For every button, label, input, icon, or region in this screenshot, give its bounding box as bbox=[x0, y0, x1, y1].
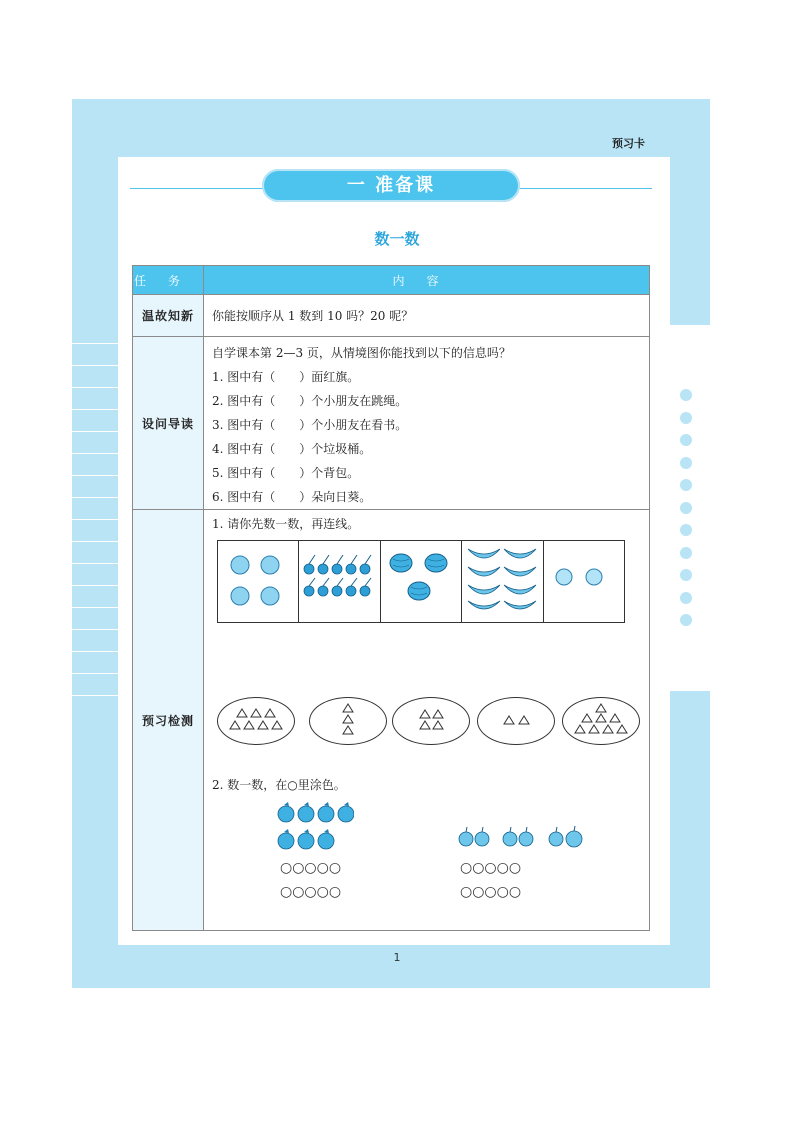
card-label: 预习卡 bbox=[612, 137, 645, 150]
answer-circles[interactable]: ○○○○○ bbox=[280, 860, 342, 876]
watermelon-icon bbox=[381, 541, 461, 619]
title-rule-right bbox=[520, 188, 652, 189]
page-number: 1 bbox=[393, 951, 401, 964]
triangle-icon bbox=[478, 698, 554, 744]
answer-circles[interactable]: ○○○○○ bbox=[460, 860, 522, 876]
answer-circles[interactable]: ○○○○○ bbox=[280, 884, 342, 900]
cherry-box bbox=[299, 541, 380, 622]
chapter-banner: 一 准备课 bbox=[262, 169, 520, 202]
title-rule-left bbox=[130, 188, 264, 189]
triangle-icon bbox=[310, 698, 386, 744]
q1-text: 1. 请你先数一数，再连线。 bbox=[212, 517, 360, 531]
guide-question: 3. 图中有（ ）个小朋友在看书。 bbox=[212, 418, 408, 432]
guide-question: 4. 图中有（ ）个垃圾桶。 bbox=[212, 442, 372, 456]
guide-cell bbox=[204, 337, 650, 510]
oval-3-triangles bbox=[309, 697, 387, 745]
lesson-title: 数一数 bbox=[374, 230, 420, 248]
q2-text: 2. 数一数，在○里涂色。 bbox=[212, 778, 346, 792]
task-check: 预习检测 bbox=[133, 510, 204, 931]
preview-table bbox=[132, 265, 650, 931]
binder-holes bbox=[680, 389, 692, 637]
header-task: 任务 bbox=[133, 266, 204, 295]
header-content: 内容 bbox=[204, 266, 650, 295]
apple-box bbox=[544, 541, 624, 622]
oval-8-triangles bbox=[562, 697, 640, 745]
guide-intro: 自学课本第 2—3 页，从情境图你能找到以下的信息吗？ bbox=[212, 346, 511, 360]
peach-icon bbox=[218, 541, 298, 619]
task-review: 温故知新 bbox=[133, 295, 204, 337]
oval-2-triangles bbox=[477, 697, 555, 745]
cherry-icon bbox=[299, 541, 379, 619]
apple-icon bbox=[544, 541, 624, 619]
watermelon-box bbox=[381, 541, 462, 622]
apple-icon bbox=[458, 824, 598, 854]
guide-question: 1. 图中有（ ）面红旗。 bbox=[212, 370, 360, 384]
margin-lines bbox=[72, 322, 118, 696]
oval-7-triangles bbox=[217, 697, 295, 745]
triangle-icon bbox=[393, 698, 469, 744]
review-text: 你能按顺序从 1 数到 10 吗？20 呢？ bbox=[204, 295, 650, 337]
guide-question: 6. 图中有（ ）朵向日葵。 bbox=[212, 490, 372, 504]
answer-circles[interactable]: ○○○○○ bbox=[460, 884, 522, 900]
strawberry-icon bbox=[276, 800, 354, 854]
triangle-icon bbox=[218, 698, 294, 744]
peach-box bbox=[218, 541, 299, 622]
guide-question: 2. 图中有（ ）个小朋友在跳绳。 bbox=[212, 394, 408, 408]
task-guide: 设问导读 bbox=[133, 337, 204, 510]
oval-4-triangles bbox=[392, 697, 470, 745]
banana-icon bbox=[462, 541, 542, 619]
fruit-picture-row bbox=[217, 540, 625, 623]
triangle-icon bbox=[563, 698, 639, 744]
check-cell bbox=[204, 510, 650, 931]
banana-box bbox=[462, 541, 543, 622]
triangle-oval-row bbox=[217, 697, 637, 745]
guide-question: 5. 图中有（ ）个背包。 bbox=[212, 466, 360, 480]
